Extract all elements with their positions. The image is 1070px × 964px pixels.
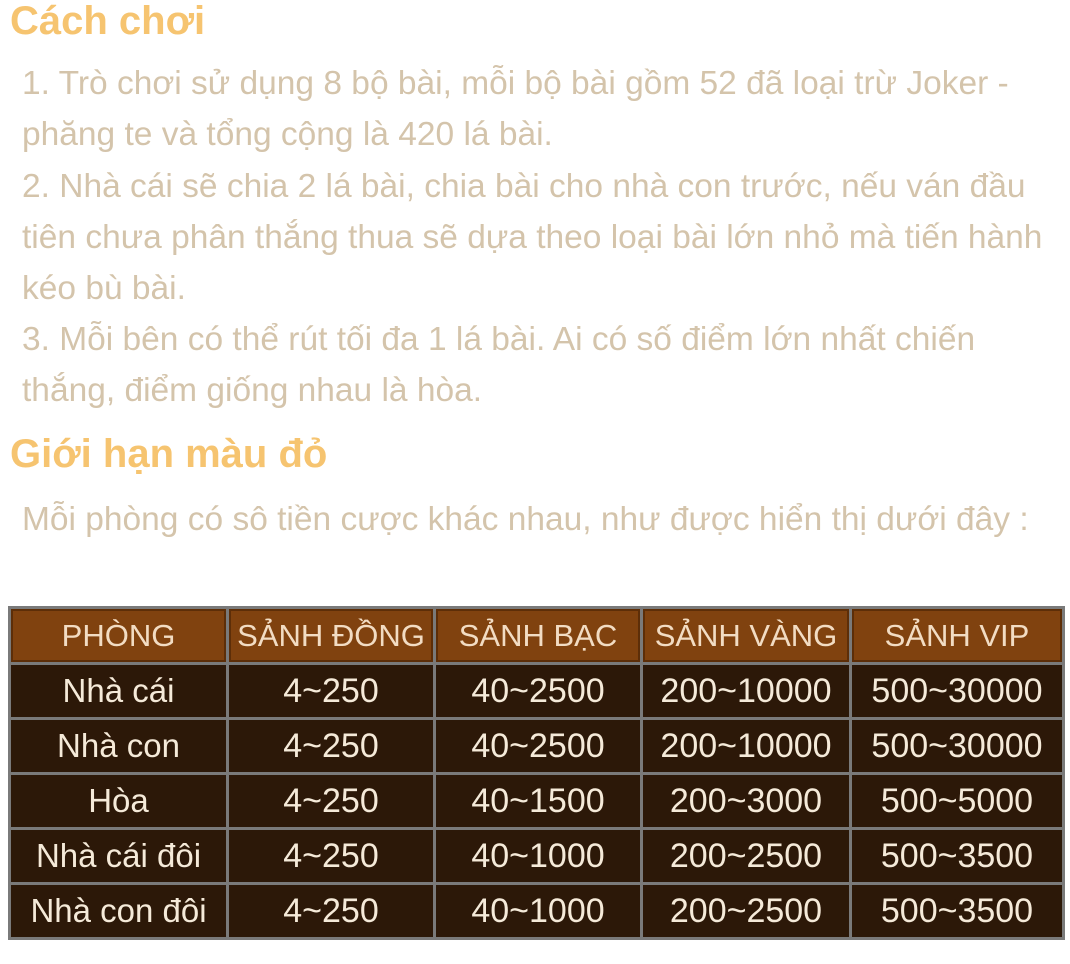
table-header-row [10,608,1064,664]
row-label: Hòa [10,774,228,829]
row-label: Nhà con đôi [10,884,228,939]
table-cell: 4~250 [228,774,435,829]
table-cell: 4~250 [228,719,435,774]
table-cell: 500~3500 [851,884,1064,939]
header-gold-hall: SẢNH VÀNG [642,608,851,664]
table-row [10,774,1064,829]
table-cell: 40~1000 [435,884,642,939]
table-cell: 200~2500 [642,884,851,939]
row-label: Nhà cái đôi [10,829,228,884]
table-cell: 200~2500 [642,829,851,884]
header-silver-hall: SẢNH BẠC [435,608,642,664]
table-cell: 40~2500 [435,664,642,719]
bet-limits-table [8,606,1065,940]
rule-item-1: 1. Trò chơi sử dụng 8 bộ bài, mỗi bộ bài gồm 52 đã loại trừ Joker - phăng te và tổng cộng là 420 lá bài. [22,65,1009,153]
table-cell: 500~30000 [851,664,1064,719]
table-row [10,829,1064,884]
limits-description: Mỗi phòng có sô tiền cược khác nhau, như được hiển thị dưới đây : [22,501,1029,538]
header-vip-hall: SẢNH VIP [851,608,1064,664]
table-cell: 500~3500 [851,829,1064,884]
table-cell: 200~10000 [642,719,851,774]
rules-heading: Cách chơi [10,0,206,43]
table-cell: 4~250 [228,664,435,719]
table-cell: 4~250 [228,829,435,884]
row-label: Nhà cái [10,664,228,719]
table-cell: 40~1000 [435,829,642,884]
table-cell: 500~5000 [851,774,1064,829]
table-row [10,664,1064,719]
header-room: PHÒNG [10,608,228,664]
limits-heading: Giới hạn màu đỏ [10,432,328,476]
table-cell: 200~10000 [642,664,851,719]
rule-item-2: 2. Nhà cái sẽ chia 2 lá bài, chia bài cho nhà con trước, nếu ván đầu tiên chưa phân thắng thua sẽ dựa theo loại bài lớn nhỏ mà tiến hành kéo bù bài. [22,168,1043,307]
table-cell: 500~30000 [851,719,1064,774]
table-cell: 40~1500 [435,774,642,829]
rule-item-3: 3. Mỗi bên có thể rút tối đa 1 lá bài. Ai có số điểm lớn nhất chiến thắng, điểm giống nhau là hòa. [22,321,976,409]
table-row [10,884,1064,939]
table-cell: 200~3000 [642,774,851,829]
table-cell: 40~2500 [435,719,642,774]
table-row [10,719,1064,774]
row-label: Nhà con [10,719,228,774]
header-bronze-hall: SẢNH ĐỒNG [228,608,435,664]
table-cell: 4~250 [228,884,435,939]
